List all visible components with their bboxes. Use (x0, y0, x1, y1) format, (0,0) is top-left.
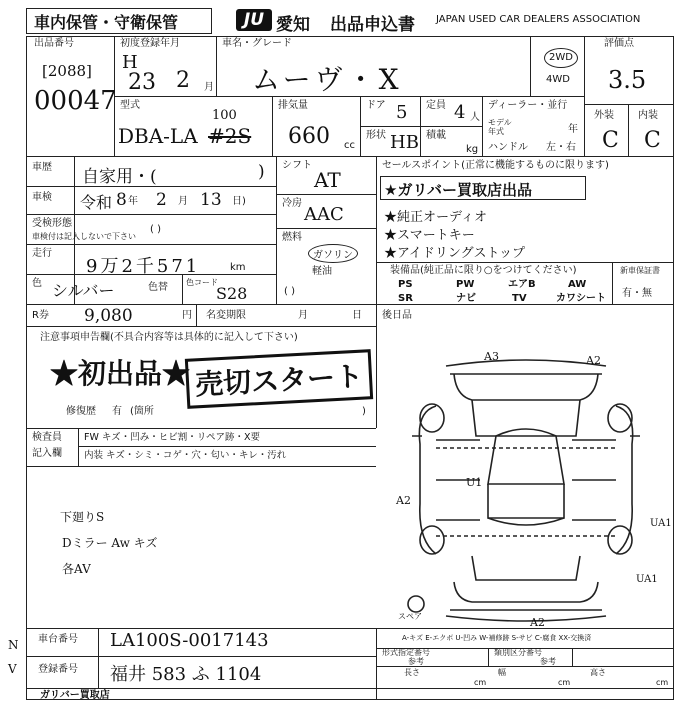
interior-grade: C (644, 128, 661, 153)
equip-leather: カワシート (556, 293, 606, 304)
shape-label: 形状 (366, 130, 386, 141)
color-value: シルバー (52, 281, 115, 300)
spec-ref-1: 参考 (408, 657, 424, 666)
door-label: ドア (366, 100, 386, 111)
model-year-unit: 年 (568, 124, 578, 135)
mark-a2-front: A2 (586, 354, 601, 367)
model-name: ムーヴ・X (252, 63, 403, 96)
displacement-unit: cc (344, 140, 355, 151)
logo-text: 愛知 (276, 15, 310, 35)
warranty-label: 新車保証書 (620, 266, 660, 275)
model-name-label: 車名・グレード (222, 38, 292, 49)
color-code-label: 色コード (186, 278, 218, 287)
chassis-value: LA100S-0017143 (110, 630, 269, 651)
model-type-value: DBA-LA (118, 124, 198, 148)
ac-label: 冷房 (282, 198, 302, 209)
inspector-label-1: 検査員 (32, 432, 62, 443)
repair-label: 修復歴 (66, 406, 96, 417)
handle-options: 左・右 (546, 142, 576, 153)
chassis-label: 車台番号 (38, 634, 78, 645)
history-label: 車歴 (32, 162, 52, 173)
equip-navi: ナビ (456, 293, 476, 304)
exterior-grade: C (602, 128, 619, 153)
inspection-era: 令和 (80, 193, 113, 212)
fuel-paren: ( ) (284, 286, 295, 297)
spare-label: スペア (398, 612, 422, 621)
equip-aw: AW (568, 279, 587, 290)
door-value: 5 (396, 102, 408, 123)
transfer-month: 月 (298, 310, 308, 321)
association-name: JAPAN USED CAR DEALERS ASSOCIATION (436, 14, 641, 25)
equip-airbag: エアB (508, 279, 536, 290)
inspector-label-2: 記入欄 (32, 448, 62, 459)
rear-view-label: 後日品 (382, 310, 412, 321)
shift-value: AT (314, 168, 341, 192)
mileage-unit: km (230, 262, 246, 273)
load-unit: kg (466, 144, 479, 155)
repair-paren: (箇所 (130, 406, 154, 417)
storage-title: 車内保管・守衛保管 (34, 13, 179, 32)
receiving-sublabel: 車検付は記入しないで下さい (32, 232, 136, 241)
spec-cm-3: cm (656, 678, 669, 687)
mark-ua1-upper: UA1 (650, 518, 672, 529)
registration-month-unit: 月 (204, 82, 214, 93)
form-title: 出品申込書 (330, 15, 415, 35)
mark-a2-rear: A2 (530, 616, 545, 629)
car-damage-diagram (376, 304, 674, 628)
drive-4wd: 4WD (546, 74, 570, 85)
notes-first-listing: ★初出品★ (50, 357, 191, 390)
inspection-year-unit: 年 (128, 196, 138, 207)
transfer-label: 名変期限 (206, 310, 246, 321)
lot-bracket-number: [2088] (42, 62, 92, 80)
remark-3: 各AV (62, 562, 91, 576)
capacity-value: 4 (454, 102, 466, 123)
inspection-day-unit: 日) (232, 196, 246, 207)
color-code-value: S28 (216, 284, 248, 303)
history-close: ) (258, 162, 265, 182)
mark-u1: U1 (466, 476, 483, 489)
model-type-label: 型式 (120, 100, 140, 111)
equipment-label: 装備品(純正品に限り○をつけてください) (390, 265, 577, 276)
footer-dealer: ガリバー買取店 (40, 690, 110, 701)
fuel-label: 燃料 (282, 232, 302, 243)
dealer-label: ディーラー・並行 (488, 100, 568, 111)
footer-mark-n: N (8, 638, 19, 652)
equip-pw: PW (456, 279, 475, 290)
sold-start-stamp: 売切スタート (185, 349, 373, 409)
footer-mark-v: V (8, 662, 17, 676)
repair-close: ) (362, 406, 366, 417)
capacity-label: 定員 (426, 100, 446, 111)
mark-ua1-lower: UA1 (636, 574, 658, 585)
plate-value: 福井 583 ふ 1104 (110, 664, 262, 685)
load-label: 積載 (426, 130, 446, 141)
lot-number: 00047 (34, 86, 117, 116)
sales-item-3: ★アイドリングストップ (384, 246, 526, 261)
receiving-label: 受検形態 (32, 218, 72, 229)
mileage-label: 走行 (32, 248, 52, 259)
interior-label: 内装 (638, 110, 658, 121)
spec-length: 長さ (404, 668, 420, 677)
equip-tv: TV (512, 293, 527, 304)
plate-label: 登録番号 (38, 664, 78, 675)
inspection-month-unit: 月 (178, 196, 188, 207)
notes-label: 注意事項申告欄(不具合内容等は具体的に記入して下さい) (40, 332, 298, 343)
color-label: 色 (32, 278, 42, 289)
repair-value: 有 (112, 406, 122, 417)
equip-sr: SR (398, 293, 413, 304)
model-year-label: モデル年式 (488, 118, 512, 136)
handle-label: ハンドル (488, 142, 528, 153)
history-value: 自家用・( (82, 167, 157, 187)
spec-width: 幅 (498, 668, 506, 677)
ac-value: AAC (304, 204, 344, 225)
fuel-gasoline: ガソリン (308, 244, 358, 263)
sales-highlight: ★ガリバー買取店出品 (384, 181, 532, 199)
shape-value: HB (390, 132, 419, 153)
warranty-value: 有・無 (622, 288, 652, 299)
displacement-label: 排気量 (278, 100, 308, 111)
receiving-paren: ( ) (150, 224, 161, 235)
recycle-value: 9,080 (84, 306, 133, 326)
capacity-unit: 人 (470, 112, 480, 123)
recycle-label: R券 (32, 310, 49, 321)
ju-logo: JU (236, 9, 272, 31)
inspection-label: 車検 (32, 192, 52, 203)
color-change-label: 色替 (148, 282, 168, 293)
mileage-value: 9万2千571 (86, 256, 201, 277)
registration-year: 23 (128, 70, 156, 95)
inspection-month: 2 (156, 190, 167, 210)
model-type-strike: #2S (208, 124, 252, 148)
model-type-correction: 100 (212, 108, 237, 123)
inspector-row-1: FW キズ・凹み・ヒビ割・リペア跡・X要 (84, 432, 261, 443)
registration-label: 初度登録年月 (120, 38, 180, 49)
evaluation-score: 3.5 (608, 66, 647, 94)
damage-legend: A-キズ E-エクボ U-凹み W-補修跡 S-サビ C-腐食 XX-交換済 (402, 634, 592, 642)
inspection-day: 13 (200, 190, 222, 210)
fuel-diesel: 軽油 (312, 266, 332, 277)
mark-a3: A3 (484, 350, 499, 363)
spec-cm-2: cm (558, 678, 571, 687)
sales-points-label: セールスポイント(正常に機能するものに限ります) (382, 160, 609, 171)
spec-cm-1: cm (474, 678, 487, 687)
remark-2: Dミラー Aw キズ (62, 536, 158, 550)
spec-class-label: 類別区分番号 (494, 648, 542, 657)
inspection-year: 8 (116, 190, 127, 210)
spec-height: 高さ (590, 668, 606, 677)
mark-a2-left: A2 (396, 494, 411, 507)
lot-label: 出品番号 (34, 38, 74, 49)
transfer-day: 日 (352, 310, 362, 321)
inspector-row-2: 内装 キズ・シミ・コゲ・穴・匂い・キレ・汚れ (84, 450, 287, 461)
spec-shape-label: 形式指定番号 (382, 648, 430, 657)
displacement-value: 660 (288, 124, 330, 149)
equip-ps: PS (398, 279, 413, 290)
evaluation-label: 評価点 (604, 38, 634, 49)
spec-ref-2: 参考 (540, 657, 556, 666)
exterior-label: 外装 (594, 110, 614, 121)
registration-era: H (122, 52, 138, 73)
recycle-unit: 円 (182, 310, 192, 321)
drive-2wd: 2WD (544, 48, 578, 68)
registration-month: 2 (176, 68, 190, 93)
shift-label: シフト (282, 160, 312, 171)
remark-1: 下廻りS (60, 510, 105, 524)
sales-item-2: ★スマートキー (384, 228, 475, 243)
sales-item-1: ★純正オーディオ (384, 210, 487, 225)
